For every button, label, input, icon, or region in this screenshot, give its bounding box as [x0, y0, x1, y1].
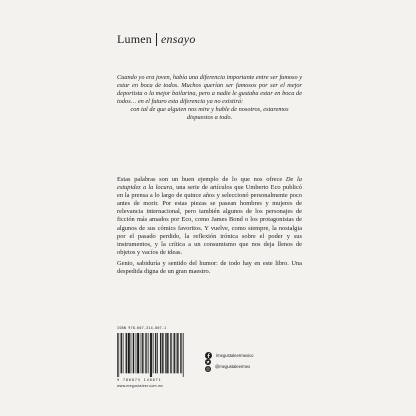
- barcode-digits: 9 786073 148071: [117, 378, 162, 382]
- publisher-brand: Lumen: [117, 32, 152, 46]
- social-facebook[interactable]: [205, 350, 253, 360]
- blurb-paragraph: [117, 176, 302, 257]
- barcode-icon: [117, 333, 185, 377]
- website-link[interactable]: www.megustaleer.com.mx: [117, 384, 164, 388]
- quote-line: dispuestos a todo.: [186, 114, 233, 122]
- blurb-text: Genio, sabiduría y sentido del humor: de todo hay en este libro. Una despedida digna de un gran maestro.: [117, 259, 302, 276]
- publisher-logo: [117, 32, 196, 47]
- instagram-icon: [205, 366, 211, 372]
- social-twitter-instagram[interactable]: [205, 361, 253, 371]
- social-links: [205, 350, 253, 372]
- social-icon-pair: [205, 359, 211, 373]
- barcode-block: [117, 326, 185, 388]
- quote-line: famoso y estar en boca de todos. Muchos querían ser famosos por: [117, 74, 303, 90]
- quote-line: con tal de que alguien nos mire y hable de nosotros, estaremos: [130, 106, 289, 114]
- epigraph-quote: [117, 74, 302, 123]
- blurb-paragraph: [117, 260, 302, 276]
- quote-line: Cuando yo era joven, había una diferencia importante entre ser: [117, 74, 278, 81]
- blurb-text: Estas palabras son un buen ejemplo de lo que nos ofrece: [117, 176, 286, 183]
- isbn-text: ISBN 978-607-314-807-1: [117, 326, 167, 330]
- blurb-text: , una serie de artículos que Umberto Eco publicó en la prensa a lo largo de quince años y seleccionó personalmente poco antes de morir. Por estas piezas se pasean hombres y mujeres de relevancia internacional, pero también algunos de los personajes de ficción más amados por Eco, como James Bond o los protagonistas de algunos de sus cómics favoritos. Y vuelve, como siempre, la nostalgia por el pasado perdido, la reflexión irónica sobre el poder y sus instrumentos, y la crítica a un consumismo que nos deja llenos de objetos y vacíos de ideas.: [117, 184, 302, 256]
- twitter-icon: [205, 359, 211, 365]
- quote-line: estar en boca de todos… en el futuro esta diferencia ya no existirá:: [117, 90, 302, 106]
- quote-line: ser el mejor deportista o la mejor bailarina, pero a nadie le gustaba: [117, 82, 302, 98]
- book-title: De la estupidez a la locura: [117, 176, 302, 192]
- publisher-series: ensayo: [161, 32, 196, 46]
- facebook-icon: [205, 352, 212, 359]
- blurb: [117, 176, 302, 279]
- social-handle: @megustaleermex: [215, 363, 251, 369]
- logo-divider: [156, 33, 157, 46]
- facebook-handle: /megustaleermexico: [216, 352, 254, 358]
